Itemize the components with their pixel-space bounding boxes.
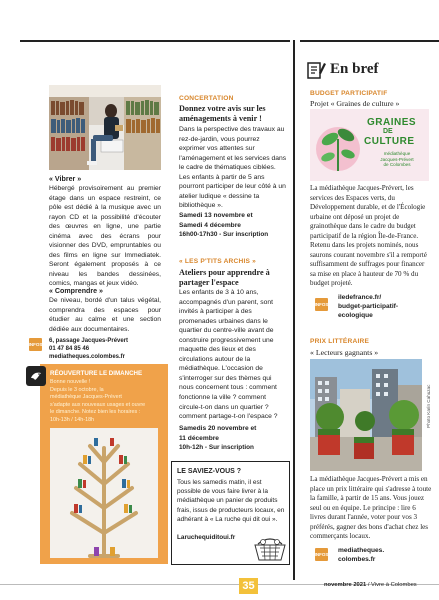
vibrer-text: Hébergé provisoirement au premier étage dans un espace restreint, ce pôle est dédié à la musique avec un rayon CD et la possibilité d'écouter des œuvres en ligne, une partie cinéma avec des écrans pour visionner des DVD, empruntables ou des films en ligne sur Immediatek. Seront également proposés à ce niveau les bandes dessinées, comics, mangas et jeux vidéo.: [49, 185, 161, 288]
photo-credit: Photo Karin Cahuzac: [426, 384, 431, 428]
concertation-text: Dans la perspective des travaux au rez-de-jardin, vous pourrez exprimer vos attentes sur l'aménagement et les services dans le cadre de thématiques ciblées. Les enfants à partir de 5 ans pourront participer de leur côté à un atelier ludique « dessine ta bibliothèque ».: [179, 126, 287, 210]
reopening-line5: le dimanche. Notez bien les horaires :: [50, 409, 141, 416]
archis-label: « LES P'TITS ARCHIS »: [179, 258, 256, 265]
archis-title: Ateliers pour apprendre à partager l'espace: [179, 268, 270, 287]
footer-publication: / Vivre à Colombes: [366, 582, 417, 588]
reopening-title: RÉOUVERTURE LE DIMANCHE: [50, 370, 143, 377]
graines-logo-line2: DE: [383, 128, 393, 135]
reopening-line2: Depuis le 3 octobre, la: [50, 386, 104, 393]
saviez-text: Tous les samedis matin, il est possible de vous faire livrer à la médiathèque un panier de produits frais, issus de producteurs locaux, en adhérant à « La ruche qui dit oui ».: [177, 479, 285, 523]
prix-label: PRIX LITTÉRAIRE: [310, 338, 370, 345]
budget-infos-badge: INFOS: [315, 298, 328, 311]
column-divider: [293, 40, 295, 580]
graines-logo-sub2: Jacques-Prévert: [380, 156, 414, 162]
graines-logo-line1: GRAINES: [367, 117, 417, 128]
budget-text: La médiathèque Jacques-Prévert, les services des Espaces verts, du Développement durable, et de l'Écologie urbaine ont déposé un projet de grainothèque dans le cadre du budget participatif de la région Île-de-France. Retenu dans les projets nominés, nous saurons courant novembre s'il a remporté suffisamment de suffrages pour financer sa mise en place à hauteur de 70 % du budget projeté.: [310, 184, 427, 288]
reopening-line1: Bonne nouvelle !: [50, 379, 91, 385]
vibrer-title: « Vibrer »: [49, 175, 82, 183]
reopening-line6: 10h-13h / 14h-18h: [50, 416, 95, 423]
reopening-line4: s'adapte aux nouveaux usages et ouvre: [50, 401, 146, 408]
top-rule-left: [20, 40, 290, 42]
concertation-title: Donnez votre avis sur les aménagements à venir !: [179, 104, 266, 123]
reopening-text: [50, 379, 166, 425]
concertation-label: CONCERTATION: [179, 95, 234, 102]
graines-logo-sub3: de Colombes: [383, 162, 411, 167]
budget-title: Projet « Graines de culture »: [310, 99, 400, 108]
prix-text: La médiathèque Jacques-Prévert a mis en place un prix littéraire qui s'adresse à toute la famille, à partir de 15 ans. Vous jouez seul ou en équipe. Le principe : lire 6 livres durant l'année, voter pour vos 3 préférés, gagner des bons d'achat chez les commerçants locaux.: [310, 475, 432, 541]
left-infos-site[interactable]: mediatheques.colombes.fr: [49, 354, 126, 360]
archis-text: Les enfants de 3 à 10 ans, accompagnés d'un parent, sont invités à participer à des promenades urbaines dans le quartier du centre-ville avant de construire progressivement une maquette des lieux et des circulations autour de la médiathèque. L'occasion de s'interroger sur des thèmes qui nous concernent tous : comment fonctionne la ville ? comment circule-t-on dans un quartier ? comment partage-t-on l'espace ?: [179, 289, 278, 421]
comprendre-title: « Comprendre »: [49, 287, 104, 295]
photo-reader-in-library: [49, 85, 161, 170]
left-infos-phone: 01 47 84 85 46: [49, 346, 90, 352]
graines-logo-sub1: médiathèque: [383, 151, 411, 156]
bird-icon: [26, 366, 46, 386]
budget-label: BUDGET PARTICIPATIF: [310, 90, 388, 97]
en-bref-heading: En bref: [330, 61, 379, 77]
prix-infos-badge: INFOS: [315, 548, 328, 561]
concertation-time: 16h00-17h30 - Sur inscription: [179, 231, 269, 238]
prix-infos-link2[interactable]: colombes.fr: [338, 556, 376, 563]
photo-city-square: [310, 359, 422, 471]
concertation-dates: Samedi 13 novembre et Samedi 4 décembre: [179, 212, 253, 229]
budget-infos-link3[interactable]: ecologique: [338, 312, 373, 319]
saviez-link[interactable]: Laruchequiditoui.fr: [177, 534, 236, 541]
left-infos-block: [49, 337, 179, 361]
reopening-box: [40, 364, 168, 564]
prix-title: « Lecteurs gagnants »: [310, 348, 379, 357]
top-rule-right: [300, 40, 439, 42]
budget-infos-block: [338, 293, 438, 320]
comprendre-text: De niveau, bordé d'un talus végétal, comprendra des espaces pour étudier au calme et une section dédiée aux documentaires.: [49, 297, 161, 333]
notepad-icon: [306, 60, 326, 80]
graines-logo-line3: CULTURE: [364, 136, 415, 147]
page-number: 35: [239, 578, 258, 594]
archis-dates: Samedis 20 novembre et 11 décembre: [179, 425, 257, 442]
reopening-line3: médiathèque Jacques-Prévert: [50, 394, 122, 401]
archis-time: 10h-12h - Sur inscription: [179, 444, 254, 451]
prix-infos-link1[interactable]: mediatheques.: [338, 547, 385, 554]
budget-infos-link1[interactable]: iledefrance.fr/: [338, 294, 382, 301]
footer-text: [324, 582, 417, 588]
tree-bookshelf-illustration: [50, 428, 158, 558]
footer-issue: novembre 2021: [324, 582, 367, 588]
saviez-vous-box: [171, 461, 290, 565]
left-infos-address: 6, passage Jacques-Prévert: [49, 338, 129, 344]
graines-logo-sub: [372, 151, 422, 168]
left-infos-badge: INFOS: [29, 338, 42, 351]
graines-de-culture-logo: [310, 109, 429, 181]
saviez-title: LE SAVIEZ-VOUS ?: [177, 468, 242, 475]
prix-infos-block: [338, 546, 438, 564]
budget-infos-link2[interactable]: budget-participatif-: [338, 303, 399, 310]
basket-icon: [252, 534, 288, 562]
